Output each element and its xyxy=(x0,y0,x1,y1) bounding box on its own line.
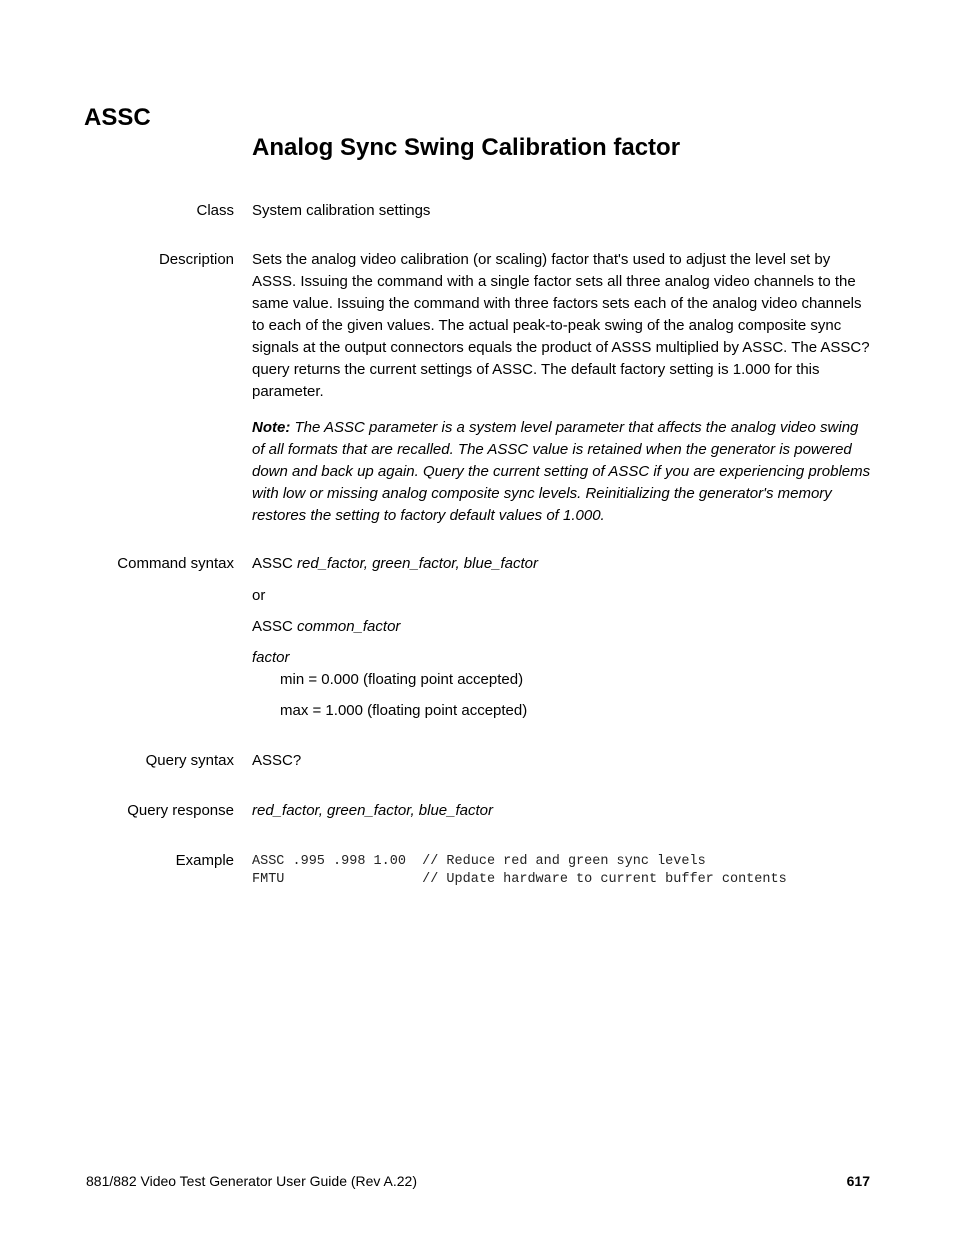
query-syntax-label: Query syntax xyxy=(145,752,234,769)
class-value: System calibration settings xyxy=(252,202,431,219)
footer-doc-title: 881/882 Video Test Generator User Guide (Rev A.22) xyxy=(86,1173,418,1189)
example-line-1: ASSC .995 .998 1.00 // Reduce red and green sync levels xyxy=(252,854,706,869)
example-line-2: FMTU // Update hardware to current buffer contents xyxy=(252,872,787,887)
query-syntax-value: ASSC? xyxy=(252,752,302,769)
class-label: Class xyxy=(196,202,234,219)
param-min: min = 0.000 (floating point accepted) xyxy=(280,671,524,688)
syntax-cmd: ASSC xyxy=(252,618,293,635)
syntax-or: or xyxy=(252,587,266,604)
param-max: max = 1.000 (floating point accepted) xyxy=(280,702,528,719)
example-code xyxy=(252,853,872,889)
description-section xyxy=(252,249,872,527)
syntax-args: common_factor xyxy=(297,618,401,635)
note-paragraph xyxy=(252,417,872,527)
syntax-line-1 xyxy=(252,553,872,575)
command-name: ASSC xyxy=(84,104,151,131)
command-syntax-label: Command syntax xyxy=(117,555,234,572)
syntax-args: red_factor, green_factor, blue_factor xyxy=(297,555,539,572)
page-title: Analog Sync Swing Calibration factor xyxy=(252,134,681,161)
syntax-cmd: ASSC xyxy=(252,555,293,572)
param-name: factor xyxy=(252,649,290,666)
syntax-line-2 xyxy=(252,616,872,638)
note-text: The ASSC parameter is a system level parameter that affects the analog video swing of all formats that are recalled. The ASSC value is retained when the generator is powered down and back up again. Query the current setting of ASSC if you are experiencing problems with low or missing analog composite sync levels. Reinitializing the generator's memory restores the setting to factory default values of 1.000. xyxy=(252,419,871,524)
description-label: Description xyxy=(158,251,234,268)
note-label: Note: xyxy=(252,419,291,436)
example-label: Example xyxy=(175,852,234,869)
query-response-label: Query response xyxy=(127,802,234,819)
description-text: Sets the analog video calibration (or scaling) factor that's used to adjust the level set by ASSS. Issuing the command with a single factor sets all three analog video channels to the same value. Issuing the command with three factors sets each of the analog video channels to each of the given values. The actual peak-to-peak swing of the analog composite sync signals at the output connectors equals the product of ASSS multiplied by ASSC. The ASSC? query returns the current settings of ASSC. The default factory setting is 1.000 for this parameter. xyxy=(252,251,870,400)
query-response-value: red_factor, green_factor, blue_factor xyxy=(252,802,493,819)
command-syntax-section xyxy=(252,553,872,722)
page-number: 617 xyxy=(846,1173,870,1189)
